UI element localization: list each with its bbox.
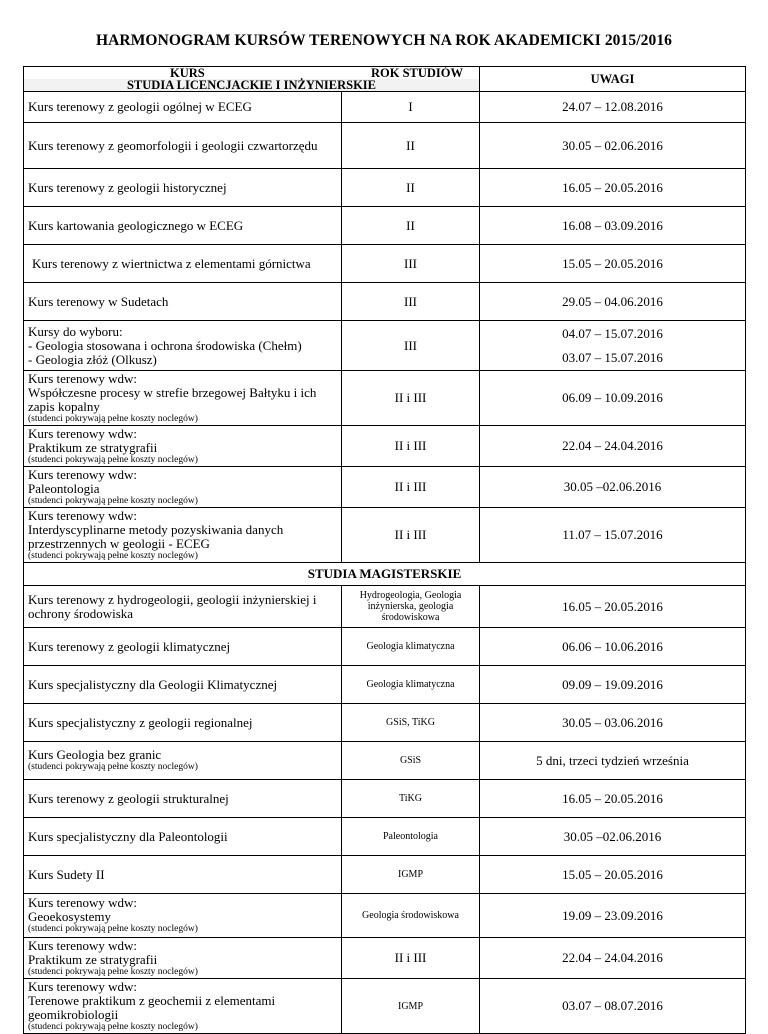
course-name: Kurs Sudety II	[24, 856, 342, 894]
dates: 24.07 – 12.08.2016	[480, 92, 746, 123]
study-year: II i III	[342, 508, 480, 563]
study-year: II i III	[342, 426, 480, 467]
dates: 06.09 – 10.09.2016	[480, 371, 746, 426]
schedule-table	[23, 66, 746, 1034]
course-name: Kurs specjalistyczny dla Paleontologii	[24, 818, 342, 856]
dates: 30.05 –02.06.2016	[480, 818, 746, 856]
course-name: Kurs terenowy z hydrogeologii, geologii inżynierskiej i ochrony środowiska	[24, 586, 342, 628]
course-name: Kurs terenowy z geologii ogólnej w ECEG	[24, 92, 342, 123]
study-year: III	[342, 283, 480, 321]
table-row	[24, 467, 746, 508]
header-kurs: KURS	[170, 66, 205, 80]
study-year: Geologia klimatyczna	[342, 666, 480, 704]
table-row	[24, 321, 746, 371]
course-name: Kurs specjalistyczny z geologii regionalnej	[24, 704, 342, 742]
dates: 29.05 – 04.06.2016	[480, 283, 746, 321]
course-name: Kurs terenowy wdw: Interdyscyplinarne metody pozyskiwania danych przestrzennych w geologii - ECEG (studenci pokrywają pełne koszty noclegów)	[24, 508, 342, 563]
course-name: Kurs terenowy wdw: Geoekosystemy (studenci pokrywają pełne koszty noclegów)	[24, 894, 342, 938]
course-name: Kurs terenowy z geomorfologii i geologii czwartorzędu	[24, 123, 342, 169]
table-row	[24, 628, 746, 666]
dates: 15.05 – 20.05.2016	[480, 856, 746, 894]
page-title: HARMONOGRAM KURSÓW TERENOWYCH NA ROK AKADEMICKI 2015/2016	[95, 32, 673, 49]
course-name: Kurs terenowy wdw: Współczesne procesy w strefie brzegowej Bałtyku i ich zapis kopalny (studenci pokrywają pełne koszty noclegów)	[24, 371, 342, 426]
study-year: I	[342, 92, 480, 123]
table-row	[24, 123, 746, 169]
dates: 22.04 – 24.04.2016	[480, 938, 746, 979]
table-row	[24, 780, 746, 818]
dates: 16.05 – 20.05.2016	[480, 169, 746, 207]
table-row	[24, 704, 746, 742]
dates: 19.09 – 23.09.2016	[480, 894, 746, 938]
table-row	[24, 169, 746, 207]
course-name: Kurs kartowania geologicznego w ECEG	[24, 207, 342, 245]
course-name: Kurs terenowy z geologii historycznej	[24, 169, 342, 207]
study-year: Geologia środowiskowa	[342, 894, 480, 938]
table-row	[24, 508, 746, 563]
course-name: Kursy do wyboru: - Geologia stosowana i ochrona środowiska (Chełm) - Geologia złóż (Olkusz)	[24, 321, 342, 371]
table-row	[24, 818, 746, 856]
table-row	[24, 979, 746, 1034]
study-year: III	[342, 321, 480, 371]
course-name: Kurs terenowy wdw: Praktikum ze stratygrafii (studenci pokrywają pełne koszty noclegów)	[24, 426, 342, 467]
table-row	[24, 586, 746, 628]
study-year: II i III	[342, 371, 480, 426]
study-year: II	[342, 207, 480, 245]
course-name: Kurs terenowy w Sudetach	[24, 283, 342, 321]
dates: 30.05 – 03.06.2016	[480, 704, 746, 742]
study-year: Geologia klimatyczna	[342, 628, 480, 666]
note: (studenci pokrywają pełne koszty noclegów)	[28, 966, 198, 977]
header-uwagi: UWAGI	[480, 67, 746, 92]
study-year: II	[342, 123, 480, 169]
note: (studenci pokrywają pełne koszty noclegów)	[28, 495, 198, 506]
study-year: IGMP	[342, 979, 480, 1034]
dates: 03.07 – 08.07.2016	[480, 979, 746, 1034]
course-name: Kurs terenowy z geologii strukturalnej	[24, 780, 342, 818]
study-year: GSiS	[342, 742, 480, 780]
table-row	[24, 371, 746, 426]
table-row	[24, 92, 746, 123]
course-name: Kurs terenowy z wiertnictwa z elementami górnictwa	[24, 245, 342, 283]
section-licencjackie: STUDIA LICENCJACKIE I INŻYNIERSKIE	[24, 79, 480, 92]
table-row	[24, 894, 746, 938]
dates: 22.04 – 24.04.2016	[480, 426, 746, 467]
study-year: IGMP	[342, 856, 480, 894]
course-name: Kurs Geologia bez granic (studenci pokrywają pełne koszty noclegów)	[24, 742, 342, 780]
dates: 04.07 – 15.07.2016 03.07 – 15.07.2016	[480, 321, 746, 371]
course-name: Kurs terenowy wdw: Paleontologia (studenci pokrywają pełne koszty noclegów)	[24, 467, 342, 508]
dates: 06.06 – 10.06.2016	[480, 628, 746, 666]
dates: 16.05 – 20.05.2016	[480, 586, 746, 628]
dates: 30.05 – 02.06.2016	[480, 123, 746, 169]
table-row	[24, 426, 746, 467]
dates: 30.05 –02.06.2016	[480, 467, 746, 508]
study-year: Hydrogeologia, Geologia inżynierska, geologia środowiskowa	[342, 586, 480, 628]
table-row	[24, 666, 746, 704]
study-year: TiKG	[342, 780, 480, 818]
table-row	[24, 245, 746, 283]
dates: 16.05 – 20.05.2016	[480, 780, 746, 818]
dates: 11.07 – 15.07.2016	[480, 508, 746, 563]
course-name: Kurs terenowy z geologii klimatycznej	[24, 628, 342, 666]
note: (studenci pokrywają pełne koszty noclegów)	[28, 413, 198, 424]
dates: 16.08 – 03.09.2016	[480, 207, 746, 245]
note: (studenci pokrywają pełne koszty noclegów)	[28, 550, 198, 561]
study-year: GSiS, TiKG	[342, 704, 480, 742]
course-name: Kurs terenowy wdw: Praktikum ze stratygrafii (studenci pokrywają pełne koszty noclegów)	[24, 938, 342, 979]
note: (studenci pokrywają pełne koszty noclegów)	[28, 924, 198, 934]
note: (studenci pokrywają pełne koszty noclegów)	[28, 454, 198, 465]
table-row	[24, 283, 746, 321]
dates: 09.09 – 19.09.2016	[480, 666, 746, 704]
study-year: Paleontologia	[342, 818, 480, 856]
dates: 5 dni, trzeci tydzień września	[480, 742, 746, 780]
section-magisterskie: STUDIA MAGISTERSKIE	[24, 563, 746, 586]
table-row	[24, 742, 746, 780]
table-row	[24, 207, 746, 245]
study-year: II	[342, 169, 480, 207]
note: (studenci pokrywają pełne koszty noclegów)	[28, 1021, 198, 1032]
course-name: Kurs terenowy wdw: Terenowe praktikum z geochemii z elementami geomikrobiologii (studenci pokrywają pełne koszty noclegów)	[24, 979, 342, 1034]
study-year: III	[342, 245, 480, 283]
study-year: II i III	[342, 467, 480, 508]
header-rok: ROK STUDIÓW	[370, 66, 464, 80]
study-year: II i III	[342, 938, 480, 979]
note: (studenci pokrywają pełne koszty noclegów)	[28, 762, 198, 772]
table-row	[24, 938, 746, 979]
course-name: Kurs specjalistyczny dla Geologii Klimatycznej	[24, 666, 342, 704]
table-row	[24, 856, 746, 894]
dates: 15.05 – 20.05.2016	[480, 245, 746, 283]
